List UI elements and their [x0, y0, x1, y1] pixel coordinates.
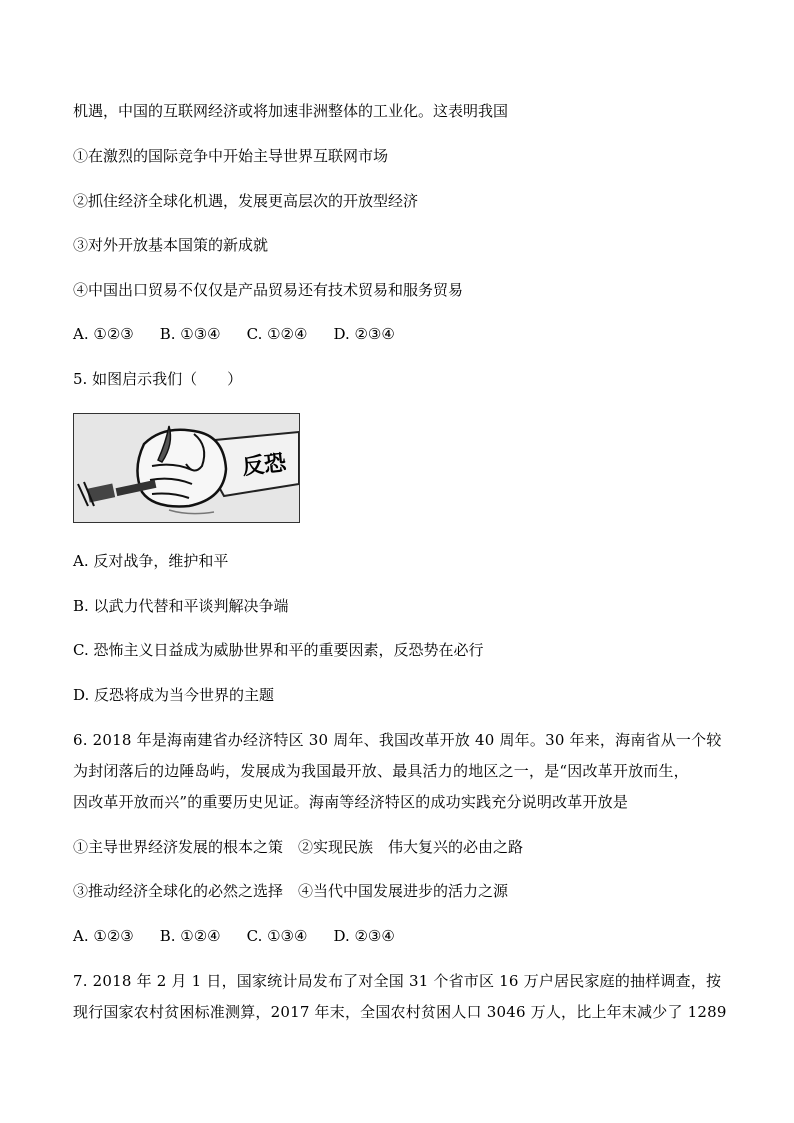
q6-option-d[interactable]: D. ②③④: [333, 927, 395, 945]
q4-statement-2: ②抓住经济全球化机遇，发展更高层次的开放型经济: [73, 192, 419, 210]
cartoon-sleeve-text: 反恐: [241, 450, 288, 481]
q5-option-b[interactable]: B. 以武力代替和平谈判解决争端: [73, 597, 289, 615]
q4-statement-4: ④中国出口贸易不仅仅是产品贸易还有技术贸易和服务贸易: [73, 281, 464, 299]
q5-option-d[interactable]: D. 反恐将成为当今世界的主题: [73, 686, 275, 704]
q4-option-a[interactable]: A. ①②③: [73, 325, 134, 343]
q6-option-c[interactable]: C. ①③④: [246, 927, 308, 945]
q5-option-c[interactable]: C. 恐怖主义日益成为威胁世界和平的重要因素，反恐势在必行: [73, 641, 484, 659]
q4-option-d[interactable]: D. ②③④: [333, 325, 395, 343]
q6-stem-line-3: 因改革开放而兴”的重要历史见证。海南等经济特区的成功实践充分说明改革开放是: [73, 793, 629, 811]
q6-option-a[interactable]: A. ①②③: [73, 927, 134, 945]
q7-stem-line-2: 现行国家农村贫困标准测算，2017 年末，全国农村贫困人口 3046 万人，比上年末减少了 1289: [73, 1003, 727, 1021]
q6-stem-line-2: 为封闭落后的边陲岛屿，发展成为我国最开放、最具活力的地区之一，是“因改革开放而生，: [73, 762, 689, 780]
q4-statement-3: ③对外开放基本国策的新成就: [73, 236, 269, 254]
anti-terror-cartoon: [73, 413, 300, 523]
q4-option-c[interactable]: C. ①②④: [246, 325, 308, 343]
q6-statements-1-2: ①主导世界经济发展的根本之策 ②实现民族 伟大复兴的必由之路: [73, 838, 524, 856]
q6-option-b[interactable]: B. ①②④: [159, 927, 221, 945]
q6-stem-line-1: 6. 2018 年是海南建省办经济特区 30 周年、我国改革开放 40 周年。30 年来，海南省从一个较: [73, 731, 722, 749]
q7-stem-line-1: 7. 2018 年 2 月 1 日，国家统计局发布了对全国 31 个省市区 16 万户居民家庭的抽样调查，按: [73, 972, 722, 990]
q6-statements-3-4: ③推动经济全球化的必然之选择 ④当代中国发展进步的活力之源: [73, 882, 509, 900]
q5-stem: 5. 如图启示我们（ ）: [73, 370, 243, 388]
q5-option-a[interactable]: A. 反对战争，维护和平: [73, 552, 229, 570]
q6-options: [73, 925, 734, 947]
q4-statement-1: ①在激烈的国际竞争中开始主导世界互联网市场: [73, 147, 389, 165]
q4-options: [73, 323, 734, 345]
q4-stem-continuation: 机遇，中国的互联网经济或将加速非洲整体的工业化。这表明我国: [73, 102, 509, 120]
q4-option-b[interactable]: B. ①③④: [159, 325, 221, 343]
